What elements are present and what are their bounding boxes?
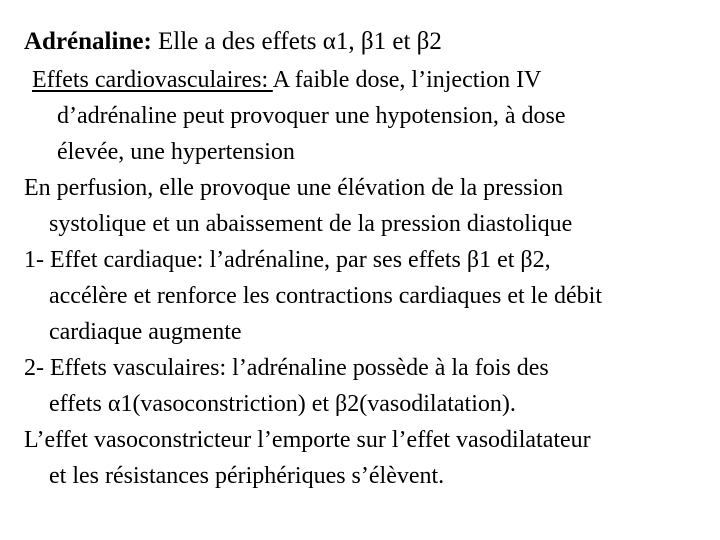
paragraph-line: accélère et renforce les contractions cardiaques et le débit [49, 283, 603, 309]
paragraph-cardiac-effect [24, 242, 602, 350]
paragraph-line [32, 62, 566, 98]
paragraph-line: L’effet vasoconstricteur l’emporte sur l’effet vasodilatateur [24, 427, 591, 453]
slide-title [24, 24, 442, 60]
paragraph-line: et les résistances périphériques s’élèvent. [49, 463, 445, 489]
paragraph-vascular-effects [24, 350, 549, 422]
paragraph-line: élevée, une hypertension [57, 139, 295, 165]
title-description: Elle a des effets α1, β1 et β2 [151, 28, 442, 55]
paragraph-line: systolique et un abaissement de la pression diastolique [49, 211, 573, 237]
paragraph-cardiovascular-effects [32, 62, 566, 170]
paragraph-line: En perfusion, elle provoque une élévation de la pression [24, 175, 564, 201]
paragraph-line: 2- Effets vasculaires: l’adrénaline possède à la fois des [24, 355, 549, 381]
paragraph-text: A faible dose, l’injection IV [272, 67, 542, 93]
paragraph-conclusion [24, 422, 591, 494]
title-bold-term: Adrénaline: [24, 28, 152, 55]
paragraph-line: effets α1(vasoconstriction) et β2(vasodilatation). [49, 391, 516, 417]
paragraph-perfusion [24, 170, 572, 242]
paragraph-line: cardiaque augmente [49, 319, 242, 345]
paragraph-line: 1- Effet cardiaque: l’adrénaline, par ses effets β1 et β2, [24, 247, 551, 273]
paragraph-line: d’adrénaline peut provoquer une hypotension, à dose [57, 103, 566, 129]
underlined-heading: Effets cardiovasculaires: [32, 67, 273, 93]
